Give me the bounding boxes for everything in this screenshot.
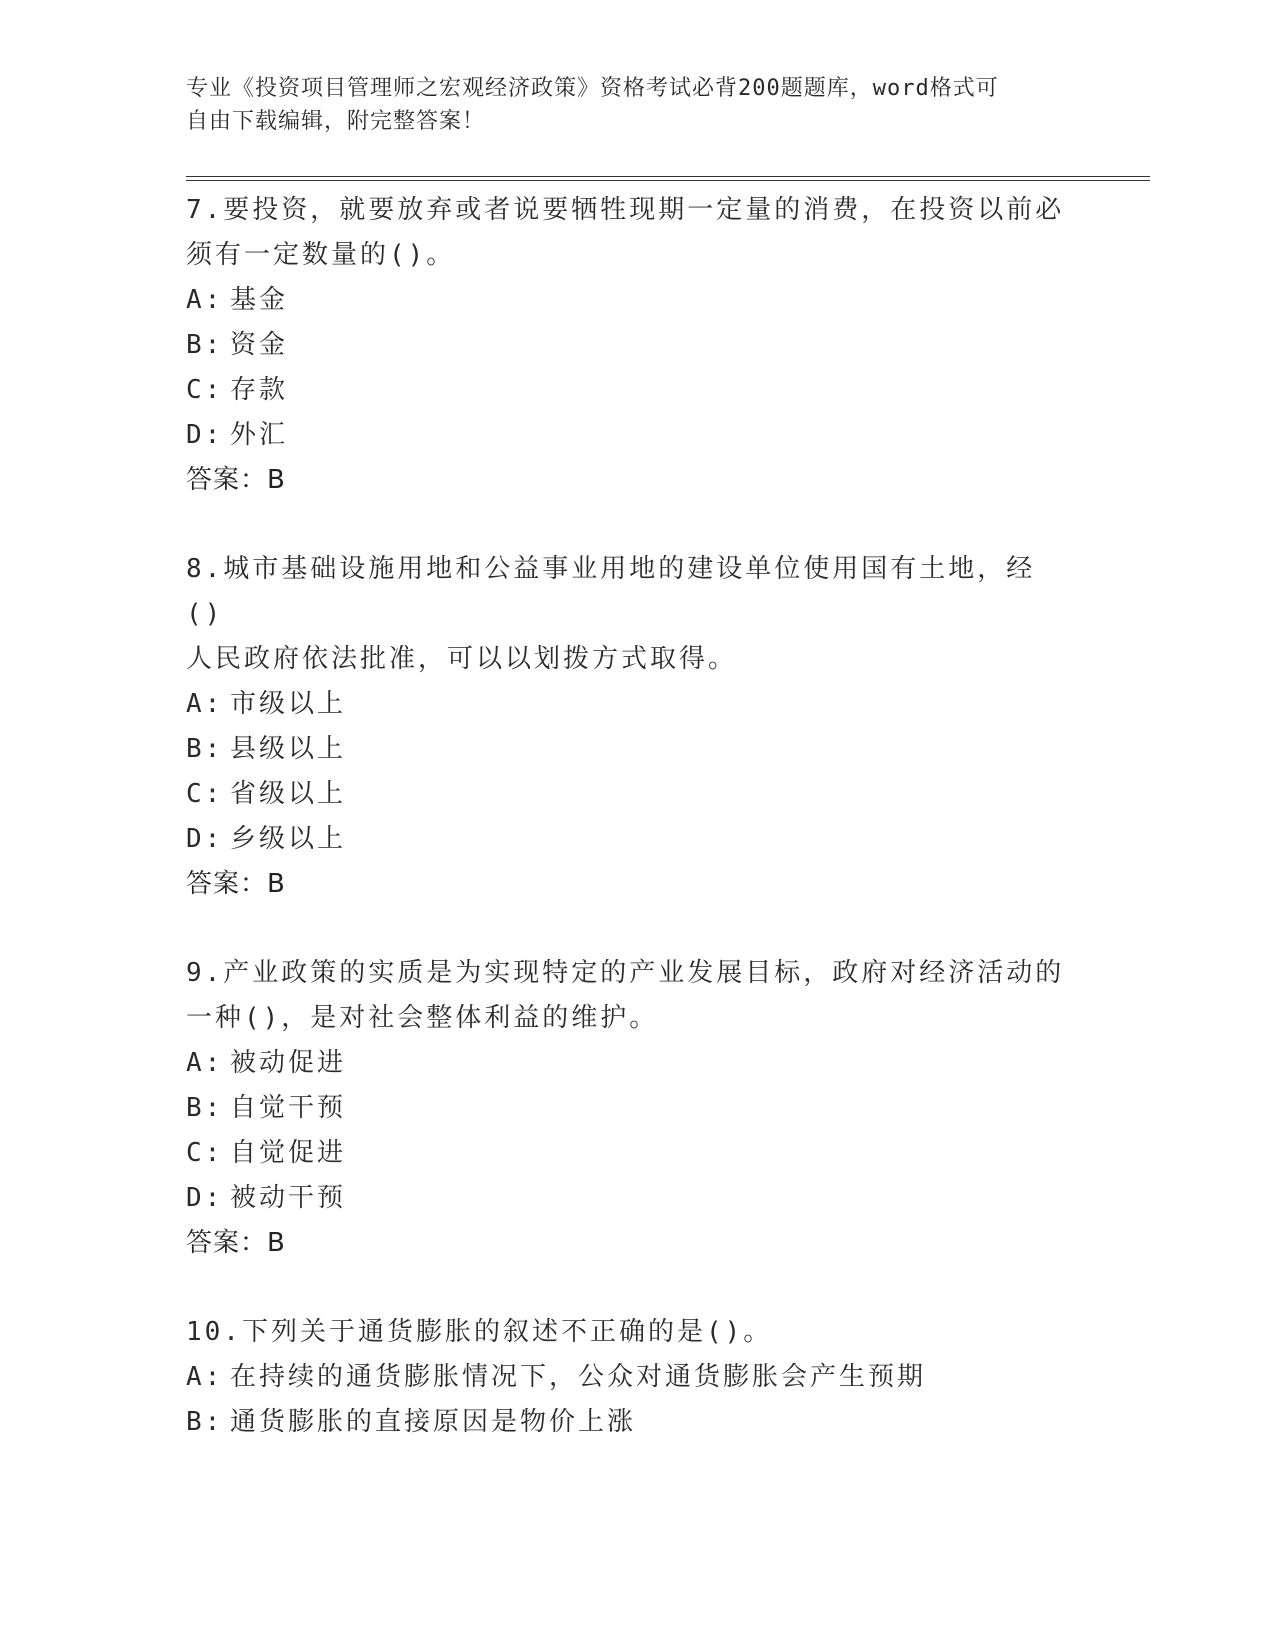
option-letter: B: — [186, 330, 224, 360]
question-stem-line: 须有一定数量的()。 — [186, 240, 456, 270]
option-text: 乡级以上 — [230, 824, 347, 854]
option-letter: D: — [186, 824, 224, 854]
option-text: 存款 — [230, 375, 289, 405]
document-header — [186, 72, 1066, 138]
option-letter: C: — [186, 1138, 224, 1168]
question-stem — [186, 547, 1066, 682]
option-a — [186, 1041, 1066, 1086]
option-text: 市级以上 — [230, 689, 347, 719]
option-c — [186, 368, 1066, 413]
header-line-2: 自由下载编辑，附完整答案！ — [186, 109, 486, 134]
option-text: 自觉干预 — [230, 1093, 347, 1123]
option-b — [186, 323, 1066, 368]
option-letter: A: — [186, 1048, 224, 1078]
option-text: 省级以上 — [230, 779, 347, 809]
option-text: 被动促进 — [230, 1048, 347, 1078]
question-10 — [186, 1310, 1066, 1445]
option-text: 县级以上 — [230, 734, 347, 764]
option-letter: A: — [186, 689, 224, 719]
question-stem-line: 8.城市基础设施用地和公益事业用地的建设单位使用国有土地，经() — [186, 554, 1036, 629]
option-text: 被动干预 — [230, 1183, 347, 1213]
option-b — [186, 727, 1066, 772]
option-d — [186, 817, 1066, 862]
question-stem-line: 10.下列关于通货膨胀的叙述不正确的是()。 — [186, 1317, 773, 1347]
question-stem — [186, 1310, 1066, 1355]
option-letter: A: — [186, 285, 224, 315]
option-b — [186, 1400, 1066, 1445]
option-text: 自觉促进 — [230, 1138, 347, 1168]
option-text: 通货膨胀的直接原因是物价上涨 — [230, 1407, 637, 1437]
question-7 — [186, 188, 1066, 503]
option-letter: A: — [186, 1362, 224, 1392]
question-stem-line: 一种()，是对社会整体利益的维护。 — [186, 1003, 659, 1033]
option-text: 在持续的通货膨胀情况下，公众对通货膨胀会产生预期 — [230, 1362, 927, 1392]
answer: 答案：B — [186, 465, 286, 495]
answer: 答案：B — [186, 1228, 286, 1258]
option-text: 基金 — [230, 285, 289, 315]
option-letter: B: — [186, 1407, 224, 1437]
option-b — [186, 1086, 1066, 1131]
header-line-1: 专业《投资项目管理师之宏观经济政策》资格考试必背200题题库，word格式可 — [186, 76, 999, 101]
question-stem-line: 9.产业政策的实质是为实现特定的产业发展目标，政府对经济活动的 — [186, 958, 1065, 988]
option-letter: C: — [186, 779, 224, 809]
option-text: 资金 — [230, 330, 289, 360]
option-letter: C: — [186, 375, 224, 405]
option-letter: B: — [186, 734, 224, 764]
option-c — [186, 772, 1066, 817]
option-a — [186, 682, 1066, 727]
option-a — [186, 1355, 1066, 1400]
option-c — [186, 1131, 1066, 1176]
answer: 答案：B — [186, 869, 286, 899]
question-stem-line: 7.要投资，就要放弃或者说要牺牲现期一定量的消费，在投资以前必 — [186, 195, 1065, 225]
option-d — [186, 1176, 1066, 1221]
question-stem — [186, 188, 1066, 278]
option-text: 外汇 — [230, 420, 289, 450]
question-9 — [186, 951, 1066, 1266]
option-letter: B: — [186, 1093, 224, 1123]
question-8 — [186, 547, 1066, 907]
option-a — [186, 278, 1066, 323]
option-letter: D: — [186, 420, 224, 450]
option-d — [186, 413, 1066, 458]
option-letter: D: — [186, 1183, 224, 1213]
question-list — [186, 188, 1066, 1489]
header-divider — [186, 176, 1150, 181]
question-stem — [186, 951, 1066, 1041]
question-stem-line: 人民政府依法批准，可以以划拨方式取得。 — [186, 644, 738, 674]
